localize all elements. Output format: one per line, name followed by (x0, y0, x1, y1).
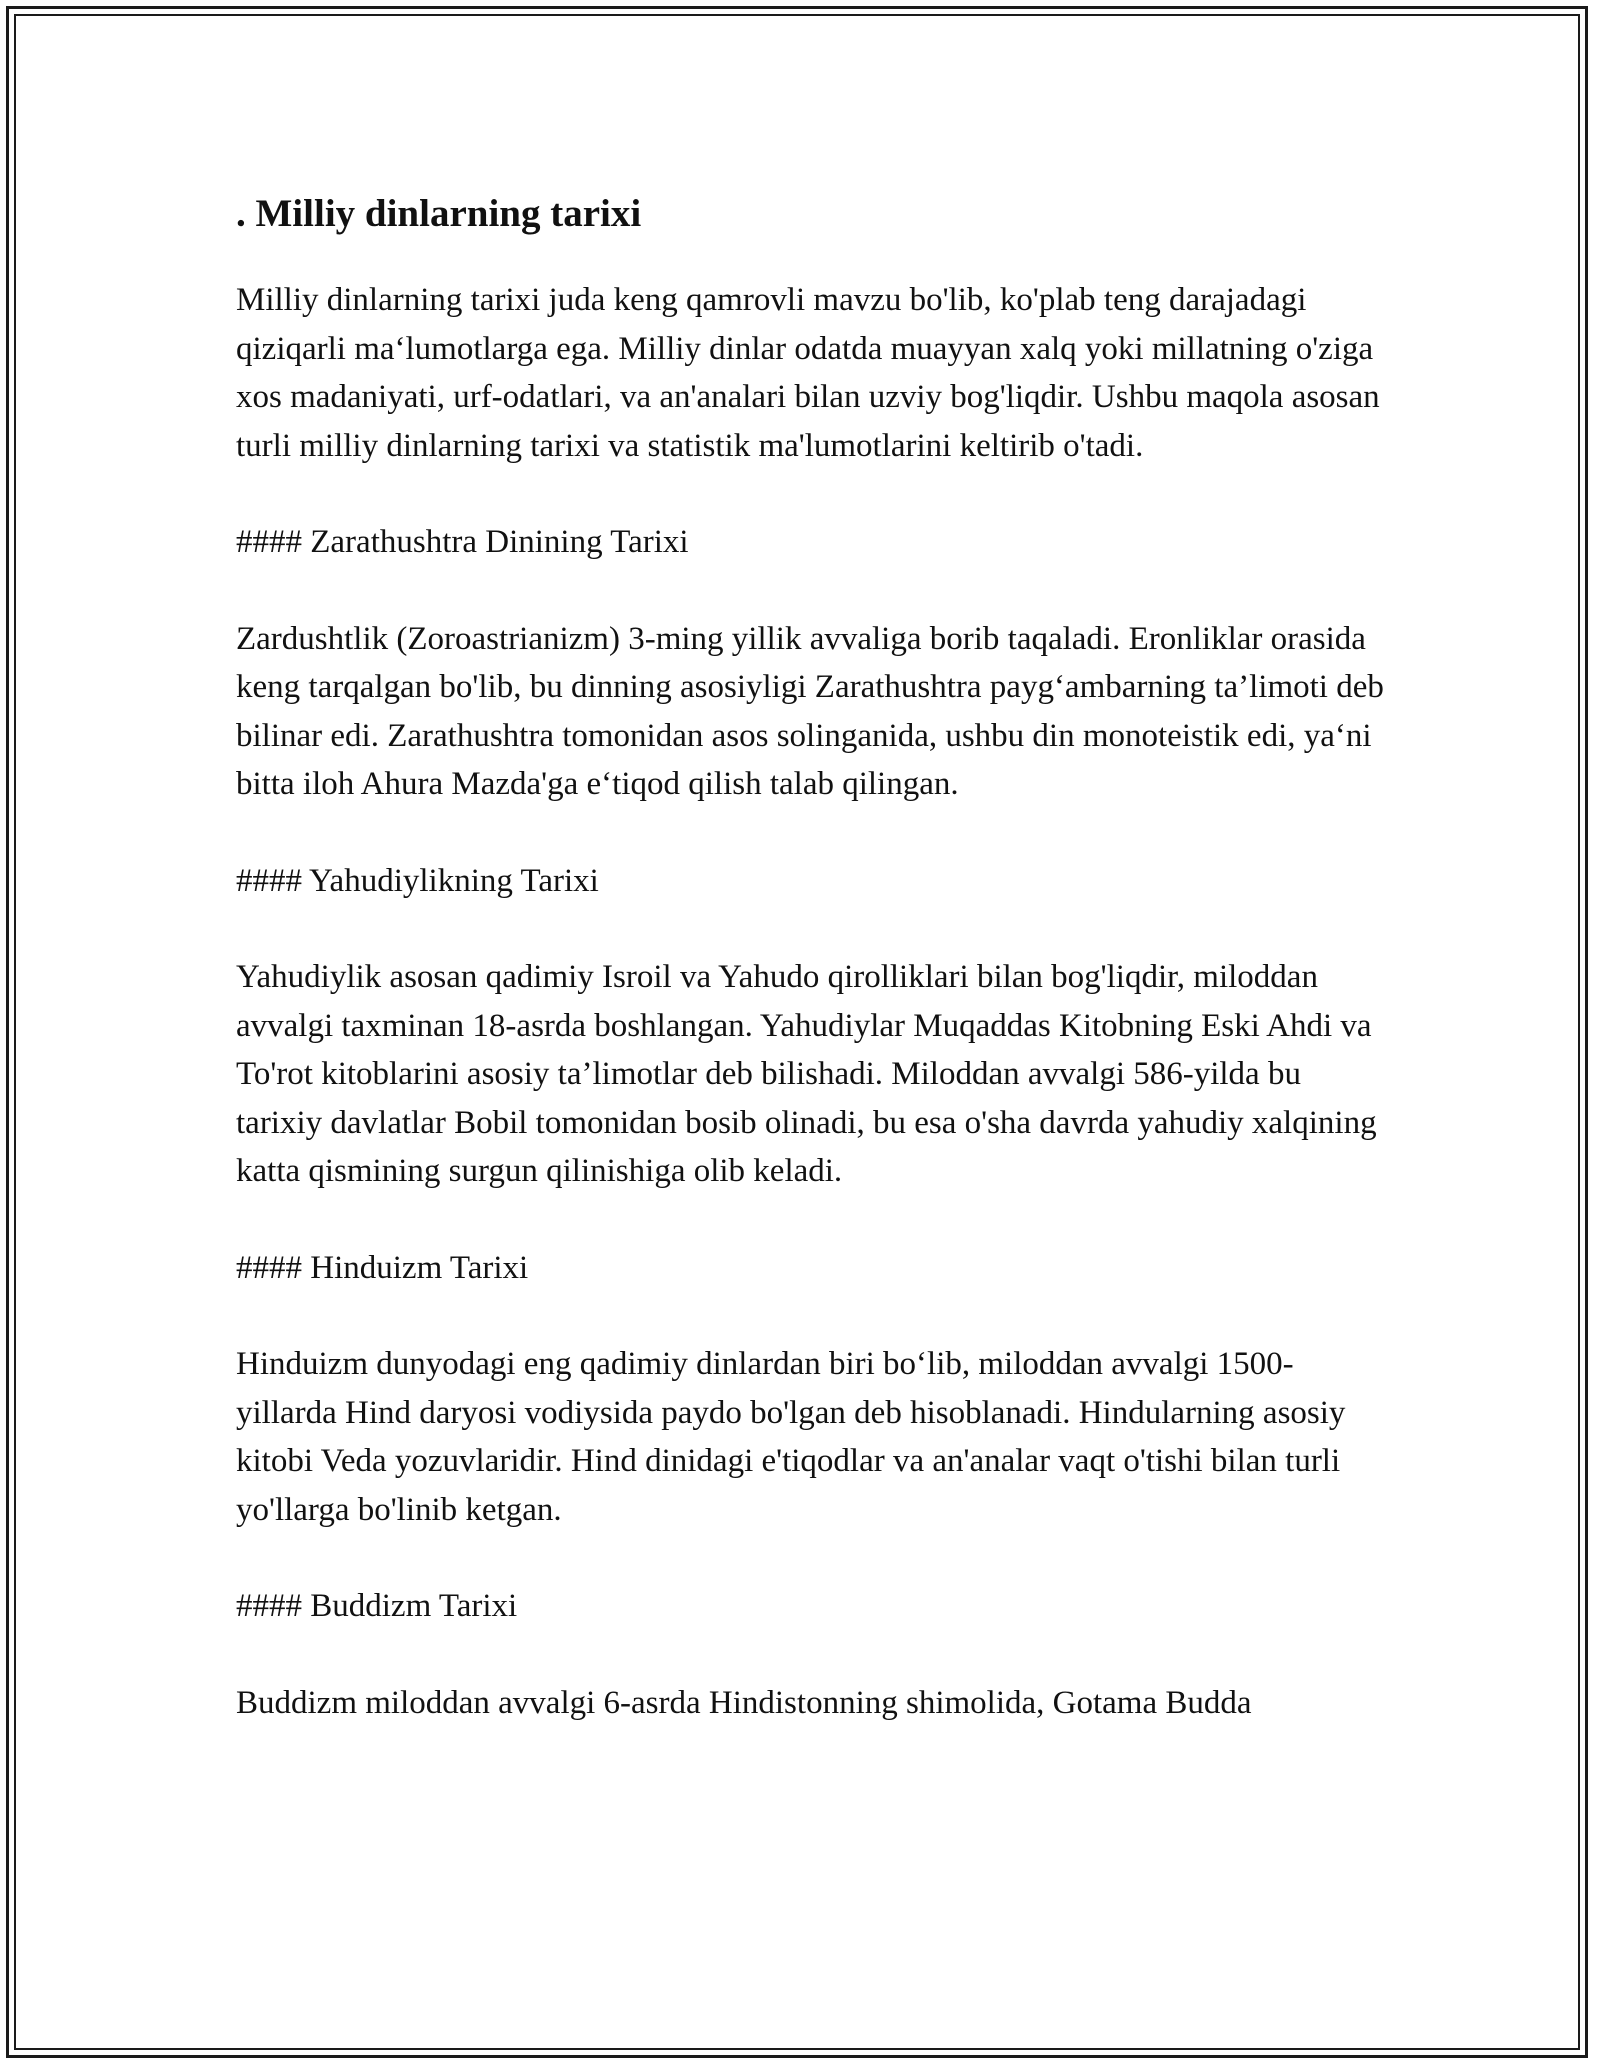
section-heading-zarathushtra: #### Zarathushtra Dinining Tarixi (236, 524, 689, 560)
section-body-buddizm: Buddizm miloddan avvalgi 6-asrda Hindistonning shimolida, Gotama Budda (236, 1684, 1252, 1721)
section-body-zarathushtra: Zardushtlik (Zoroastrianizm) 3-ming yillik avvaliga borib taqaladi. Eronliklar orasida keng tarqalgan bo'lib, bu dinning asosiyligi Zarathushtra payg‘ambarning ta’limoti deb bilinar edi. Zarathushtra tomonidan asos solinganida, ushbu din monoteistik edi, ya‘ni bitta iloh Ahura Mazda'ga e‘tiqod qilish talab qilingan. (236, 620, 1384, 802)
section-heading-buddizm: #### Buddizm Tarixi (236, 1588, 518, 1624)
section-body-yahudiylik: Yahudiylik asosan qadimiy Isroil va Yahudo qirolliklari bilan bog'liqdir, miloddan avvalgi taxminan 18-asrda boshlangan. Yahudiylar Muqaddas Kitobning Eski Ahdi va To'rot kitoblarini asosiy ta’limotlar deb bilishadi. Miloddan avvalgi 586-yilda bu tarixiy davlatlar Bobil tomonidan bosib olinadi, bu esa o'sha davrda yahudiy xalqining katta qismining surgun qilinishiga olib keladi. (236, 959, 1377, 1189)
section-heading-hinduizm: #### Hinduizm Tarixi (236, 1249, 529, 1286)
document-body (236, 180, 1386, 1775)
page-title: . Milliy dinlarning tarixi (236, 192, 642, 235)
intro-paragraph: Milliy dinlarning tarixi juda keng qamrovli mavzu bo'lib, ko'plab teng darajadagi qiziqarli ma‘lumotlarga ega. Milliy dinlar odatda muayyan xalq yoki millatning o'ziga xos madaniyati, urf-odatlari, va an'analari bilan uzviy bog'liqdir. Ushbu maqola asosan turli milliy dinlarning tarixi va statistik ma'lumotlarini keltirib o'tadi. (236, 282, 1380, 464)
section-body-hinduizm: Hinduizm dunyodagi eng qadimiy dinlardan biri bo‘lib, miloddan avvalgi 1500-yillarda Hind daryosi vodiysida paydo bo'lgan deb hisoblanadi. Hindularning asosiy kitobi Veda yozuvlaridir. Hind dinidagi e'tiqodlar va an'analar vaqt o'tishi bilan turli yo'llarga bo'linib ketgan. (236, 1346, 1346, 1528)
section-heading-yahudiylik: #### Yahudiylikning Tarixi (236, 862, 599, 899)
